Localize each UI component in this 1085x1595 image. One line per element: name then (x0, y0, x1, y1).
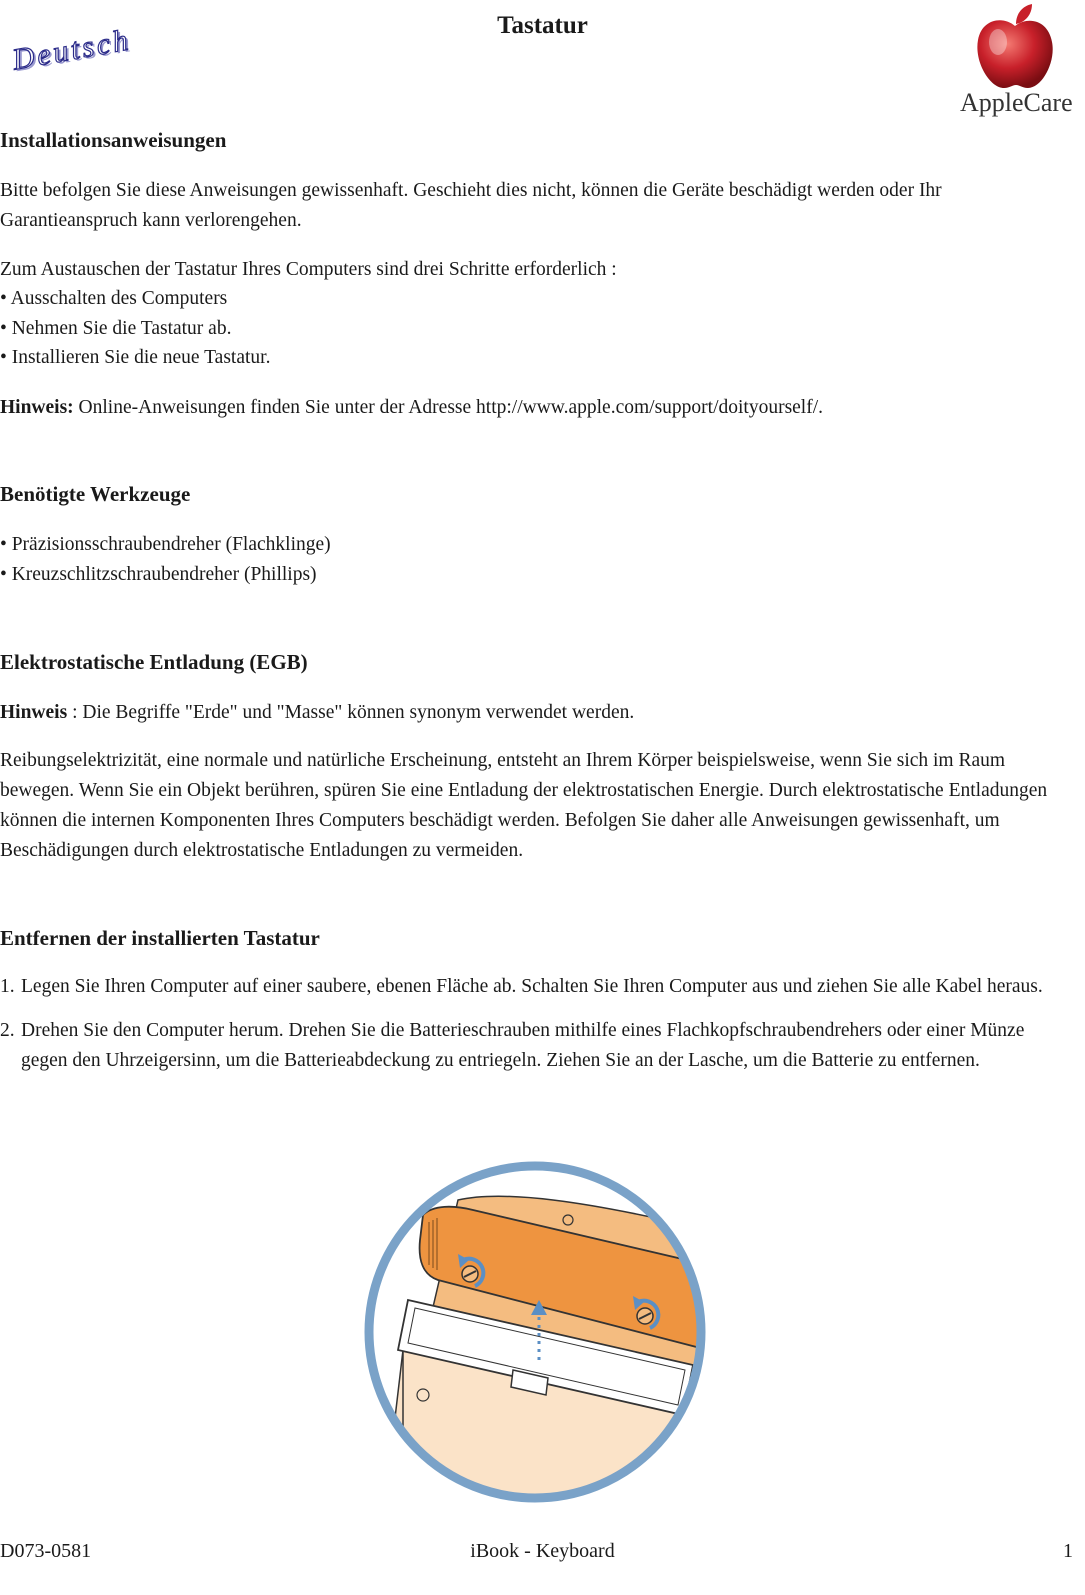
note-text: : Die Begriffe "Erde" und "Masse" können synonym verwendet werden. (67, 702, 635, 723)
note-label: Hinweis (0, 702, 68, 723)
page-title: Tastatur (497, 12, 588, 39)
step-number: 1. (0, 976, 15, 997)
section-heading-tools: Benötigte Werkzeuge (0, 482, 191, 506)
step-text: Drehen Sie den Computer herum. Drehen Sie die Batterieschrauben mithilfe eines Flachkopfschraubendrehers oder einer Münze gegen den Uhrzeigersinn, um die Batterieabdeckung zu entriegeln. Ziehen Sie an der Lasche, um die Batterie zu entfernen. (21, 1020, 1025, 1071)
installation-para-1: Bitte befolgen Sie diese Anweisungen gewissenhaft. Geschieht dies nicht, können die Geräte beschädigt werden oder Ihr Garantieanspruch kann verlorengehen. (0, 180, 942, 231)
list-item: • Präzisionsschraubendreher (Flachklinge) (0, 530, 331, 560)
esd-para: Reibungselektrizität, eine normale und natürliche Erscheinung, entsteht an Ihrem Körper beispielsweise, wenn Sie sich im Raum bewegen. Wenn Sie ein Objekt berühren, spüren Sie eine Entladung der elektrostatischen Energie. Durch elektrostatische Entladungen können die internen Komponenten Ihres Computers beschädigt werden. Befolgen Sie daher alle Anweisungen gewissenhaft, um Beschädigungen durch elektrostatische Entladungen zu vermeiden. (0, 750, 1048, 861)
section-heading-removal: Entfernen der installierten Tastatur (0, 926, 320, 950)
list-item (0, 1016, 1068, 1076)
footer-page-number: 1 (1063, 1540, 1073, 1562)
tools-list (0, 530, 331, 589)
list-item (0, 972, 1068, 1002)
applecare-wordmark: AppleCare (960, 88, 1073, 117)
removal-step-list (0, 972, 1068, 1076)
installation-para-2: Zum Austauschen der Tastatur Ihres Computers sind drei Schritte erforderlich : (0, 259, 617, 280)
section-heading-installation: Installationsanweisungen (0, 128, 227, 152)
step-number: 2. (0, 1020, 15, 1041)
list-item: • Ausschalten des Computers (0, 284, 270, 314)
language-label: Deutsch (10, 23, 134, 77)
footer-doc-id: D073-0581 (0, 1540, 92, 1562)
battery-removal-illustration (363, 1160, 708, 1505)
list-item: • Kreuzschlitzschraubendreher (Phillips) (0, 560, 331, 590)
note-label: Hinweis: (0, 397, 74, 418)
esd-note (0, 698, 1068, 728)
note-text: Online-Anweisungen finden Sie unter der Adresse http://www.apple.com/support/doityourself/. (73, 397, 824, 418)
section-heading-esd: Elektrostatische Entladung (EGB) (0, 650, 308, 674)
footer-doc-title: iBook - Keyboard (470, 1540, 615, 1562)
list-item: • Nehmen Sie die Tastatur ab. (0, 314, 270, 344)
installation-note (0, 393, 1068, 423)
list-item: • Installieren Sie die neue Tastatur. (0, 343, 270, 373)
step-text: Legen Sie Ihren Computer auf einer saubere, ebenen Fläche ab. Schalten Sie Ihren Computer aus und ziehen Sie alle Kabel heraus. (21, 976, 1043, 997)
installation-step-list (0, 284, 270, 373)
apple-icon (960, 0, 1070, 95)
applecare-logo (960, 0, 1073, 125)
